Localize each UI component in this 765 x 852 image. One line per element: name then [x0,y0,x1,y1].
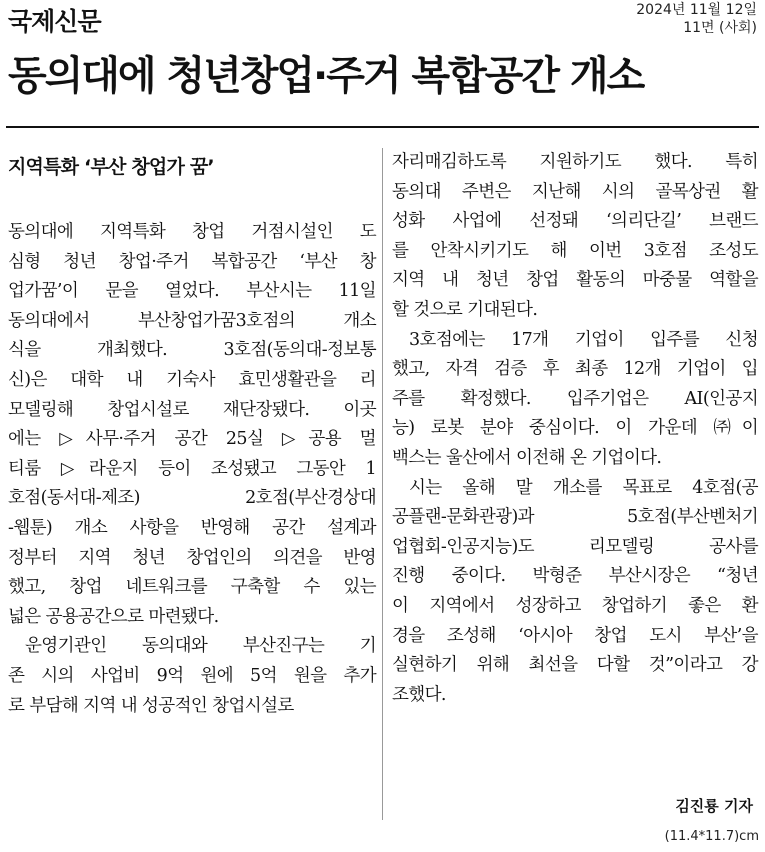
right-body [392,148,758,710]
article-line: 공플랜-문화관광)과 5호점(부산벤처기 [392,507,758,528]
article-line: 업협회-인공지능)도 리모델링 공사를 [392,536,758,557]
article-line: 신)은 대학 내 기숙사 효민생활관을 리 [8,369,376,390]
article-line: 넓은 공용공간으로 마련됐다. [8,606,219,627]
headline: 동의대에 청년창업·주거 복합공간 개소 [8,53,644,99]
article-line: 정부터 지역 청년 창업인의 의견을 반영 [8,547,376,568]
article-line: 성화 사업에 선정돼 ‘의리단길’ 브랜드 [392,211,758,232]
publication-date: 2024년 11월 12일 [636,2,757,18]
page-info: 11면 (사회) [683,20,757,36]
article-line: -웹툰) 개소 사항을 반영해 공간 설계과 [8,517,376,538]
byline: 김진룡 기자 [675,797,753,815]
size-note: (11.4*11.7)cm [664,829,759,844]
article-line: 했고, 자격 검증 후 최종 12개 기업이 입 [392,359,758,380]
article-line: 업가꿈’이 문을 열었다. 부산시는 11일 [8,281,376,302]
article-line: 로 부담해 지역 내 성공적인 창업시설로 [8,695,294,716]
article-line: 를 안착시키기도 해 이번 3호점 조성도 [392,240,758,261]
article-line: 티룸 ▷라운지 등이 조성됐고 그동안 1 [8,458,376,479]
article-left-column [8,148,376,721]
article-line: 할 것으로 기대된다. [392,299,538,320]
article-line: 운영기관인 동의대와 부산진구는 기 [25,636,376,657]
article-line: 백스는 울산에서 이전해 온 기업이다. [392,447,662,468]
masthead: 국제신문 [8,7,101,36]
article-line: 식을 개최했다. 3호점(동의대-정보통 [8,340,376,361]
article-line: 존 시의 사업비 9억 원에 5억 원을 추가 [8,665,376,686]
article-line: 능) 로봇 분야 중심이다. 이 가운데 ㈜이 [392,418,758,439]
article-line: 시는 올해 말 개소를 목표로 4호점(공 [409,477,758,498]
article-line: 모델링해 창업시설로 재단장됐다. 이곳 [8,399,376,420]
article-line: 동의대에 지역특화 창업 거점시설인 도 [8,222,376,242]
column-divider [382,148,383,820]
article-line: 조했다. [392,684,446,705]
article-line: 심형 청년 창업·주거 복합공간 ‘부산 창 [8,251,376,272]
left-body [8,218,376,721]
article-line: 에는 ▷사무·주거 공간 25실 ▷공용 멀 [8,429,376,450]
article-line: 동의대에서 부산창업가꿈3호점의 개소 [8,310,376,331]
article-line: 진행 중이다. 박형준 부산시장은 “청년 [392,566,758,587]
headline-rule [6,126,759,128]
article-line: 지역 내 청년 창업 활동의 마중물 역할을 [392,270,758,291]
subhead: 지역특화 ‘부산 창업가 꿈’ [8,156,214,178]
article-line: 호점(동서대-제조) 2호점(부산경상대 [8,488,376,509]
article-line: 3호점에는 17개 기업이 입주를 신청 [409,329,758,350]
article-line: 동의대 주변은 지난해 시의 골목상권 활 [392,181,758,202]
article-line: 자리매김하도록 지원하기도 했다. 특히 [392,152,758,172]
article-line: 주를 확정했다. 입주기업은 AI(인공지 [392,388,758,409]
publication-meta [636,1,757,37]
article-line: 실현하기 위해 최선을 다할 것”이라고 강 [392,655,758,676]
article-line: 했고, 창업 네트워크를 구축할 수 있는 [8,577,376,598]
article-line: 경을 조성해 ‘아시아 창업 도시 부산’을 [392,625,758,646]
article-right-column [392,148,758,710]
article-line: 이 지역에서 성장하고 창업하기 좋은 환 [392,595,758,616]
